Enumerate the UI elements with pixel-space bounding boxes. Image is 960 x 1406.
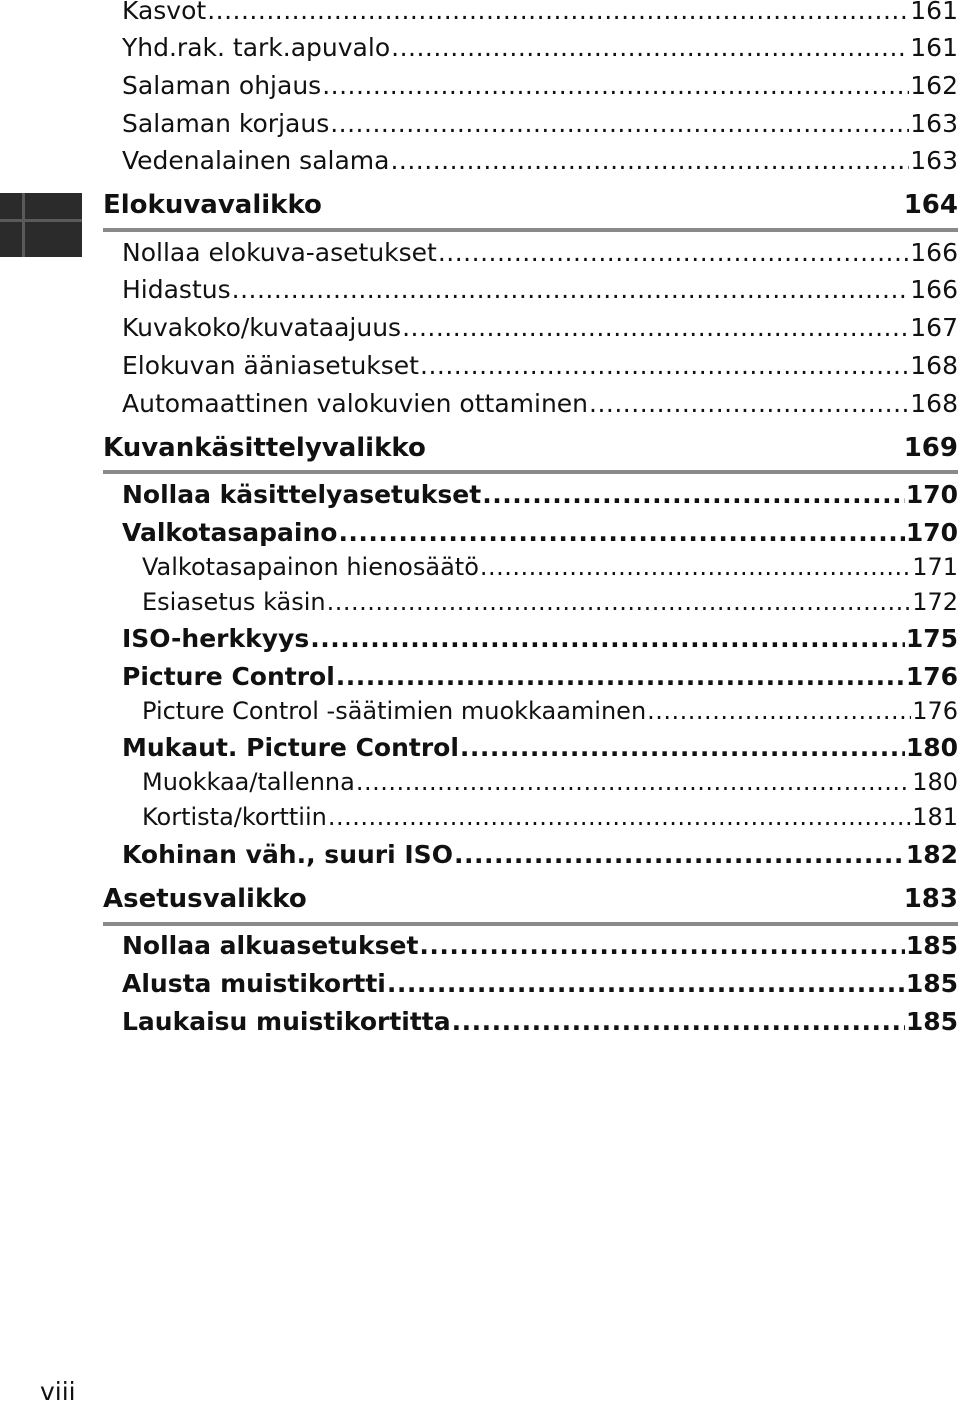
toc-entry[interactable] bbox=[122, 351, 958, 380]
section-page: 169 bbox=[903, 433, 958, 463]
toc-entry[interactable] bbox=[122, 0, 958, 25]
leader-dots bbox=[482, 480, 905, 509]
entry-label: Alusta muistikortti bbox=[122, 969, 386, 998]
entry-label: Laukaisu muistikortitta bbox=[122, 1007, 451, 1036]
toc-subentry[interactable] bbox=[142, 697, 958, 725]
leader-dots bbox=[310, 624, 905, 653]
entry-page: 175 bbox=[905, 624, 958, 653]
toc-entry[interactable] bbox=[122, 733, 958, 762]
entry-page: 166 bbox=[910, 238, 958, 267]
toc-entry[interactable] bbox=[122, 275, 958, 304]
leader-dots bbox=[207, 0, 909, 25]
leader-dots bbox=[454, 840, 905, 869]
leader-dots bbox=[328, 803, 911, 831]
chapter-tab-marker bbox=[0, 193, 82, 257]
toc-subentry[interactable] bbox=[142, 768, 958, 796]
toc-entry[interactable] bbox=[122, 840, 958, 869]
section-heading-asetusvalikko[interactable] bbox=[103, 884, 958, 914]
leader-dots bbox=[460, 733, 905, 762]
toc-entry[interactable] bbox=[122, 518, 958, 547]
leader-dots bbox=[327, 588, 912, 616]
leader-dots bbox=[330, 109, 909, 138]
entry-label: Kasvot bbox=[122, 0, 207, 25]
leader-dots bbox=[438, 238, 909, 267]
leader-dots bbox=[589, 389, 909, 418]
entry-page: 171 bbox=[912, 553, 958, 581]
section-rule bbox=[103, 470, 958, 474]
toc-entry[interactable] bbox=[122, 109, 958, 138]
toc-entry[interactable] bbox=[122, 1007, 958, 1036]
leader-dots bbox=[452, 1007, 905, 1036]
entry-label: Automaattinen valokuvien ottaminen bbox=[122, 389, 589, 418]
entry-label: Nollaa elokuva-asetukset bbox=[122, 238, 437, 267]
entry-page: 185 bbox=[905, 969, 958, 998]
leader-dots bbox=[419, 931, 904, 960]
entry-page: 181 bbox=[912, 803, 958, 831]
entry-page: 185 bbox=[905, 931, 958, 960]
entry-page: 168 bbox=[910, 389, 958, 418]
entry-page: 163 bbox=[910, 109, 958, 138]
leader-dots bbox=[390, 146, 909, 175]
entry-page: 167 bbox=[910, 313, 958, 342]
toc-entry[interactable] bbox=[122, 33, 958, 62]
section-rule bbox=[103, 228, 958, 232]
toc-entry[interactable] bbox=[122, 313, 958, 342]
entry-page: 170 bbox=[905, 480, 958, 509]
toc-entry[interactable] bbox=[122, 624, 958, 653]
entry-page: 162 bbox=[910, 71, 958, 100]
section-title: Asetusvalikko bbox=[103, 884, 307, 914]
toc-entry[interactable] bbox=[122, 480, 958, 509]
entry-page: 166 bbox=[910, 275, 958, 304]
toc-subentry[interactable] bbox=[142, 803, 958, 831]
entry-label: Esiasetus käsin bbox=[142, 588, 326, 616]
entry-label: Mukaut. Picture Control bbox=[122, 733, 459, 762]
entry-label: Kortista/korttiin bbox=[142, 803, 327, 831]
leader-dots bbox=[336, 662, 905, 691]
entry-page: 176 bbox=[912, 697, 958, 725]
leader-dots bbox=[322, 71, 909, 100]
toc-entry[interactable] bbox=[122, 931, 958, 960]
section-heading-elokuvavalikko[interactable] bbox=[103, 190, 958, 220]
entry-label: Hidastus bbox=[122, 275, 231, 304]
entry-page: 182 bbox=[905, 840, 958, 869]
entry-label: Picture Control bbox=[122, 662, 335, 691]
toc-subentry[interactable] bbox=[142, 553, 958, 581]
toc-subentry[interactable] bbox=[142, 588, 958, 616]
leader-dots bbox=[647, 697, 911, 725]
leader-dots bbox=[338, 518, 904, 547]
leader-dots bbox=[391, 33, 909, 62]
leader-dots bbox=[402, 313, 909, 342]
entry-label: Muokkaa/tallenna bbox=[142, 768, 355, 796]
entry-page: 176 bbox=[905, 662, 958, 691]
entry-label: ISO-herkkyys bbox=[122, 624, 310, 653]
entry-label: Salaman korjaus bbox=[122, 109, 330, 138]
toc-entry[interactable] bbox=[122, 146, 958, 175]
entry-label: Vedenalainen salama bbox=[122, 146, 390, 175]
entry-label: Valkotasapaino bbox=[122, 518, 338, 547]
entry-label: Picture Control -säätimien muokkaaminen bbox=[142, 697, 647, 725]
section-page: 183 bbox=[903, 884, 958, 914]
leader-dots bbox=[232, 275, 910, 304]
entry-label: Kohinan väh., suuri ISO bbox=[122, 840, 453, 869]
toc-entry[interactable] bbox=[122, 238, 958, 267]
entry-page: 163 bbox=[910, 146, 958, 175]
entry-label: Nollaa käsittelyasetukset bbox=[122, 480, 482, 509]
toc-entry[interactable] bbox=[122, 969, 958, 998]
entry-label: Elokuvan ääniasetukset bbox=[122, 351, 419, 380]
entry-label: Kuvakoko/kuvataajuus bbox=[122, 313, 402, 342]
leader-dots bbox=[420, 351, 909, 380]
leader-dots bbox=[387, 969, 905, 998]
entry-label: Salaman ohjaus bbox=[122, 71, 322, 100]
entry-page: 172 bbox=[912, 588, 958, 616]
tab-marker-line-v bbox=[22, 193, 25, 257]
entry-label: Valkotasapainon hienosäätö bbox=[142, 553, 479, 581]
entry-label: Yhd.rak. tark.apuvalo bbox=[122, 33, 391, 62]
entry-page: 161 bbox=[910, 33, 958, 62]
section-page: 164 bbox=[903, 190, 958, 220]
entry-page: 170 bbox=[905, 518, 958, 547]
section-heading-kuvankasittelyvalikko[interactable] bbox=[103, 433, 958, 463]
leader-dots bbox=[356, 768, 911, 796]
leader-dots bbox=[480, 553, 911, 581]
entry-page: 168 bbox=[910, 351, 958, 380]
toc-entry[interactable] bbox=[122, 389, 958, 418]
section-title: Elokuvavalikko bbox=[103, 190, 322, 220]
toc-entry[interactable] bbox=[122, 662, 958, 691]
page-number: viii bbox=[40, 1377, 76, 1406]
section-title: Kuvankäsittelyvalikko bbox=[103, 433, 426, 463]
entry-page: 185 bbox=[905, 1007, 958, 1036]
entry-page: 161 bbox=[910, 0, 958, 25]
entry-label: Nollaa alkuasetukset bbox=[122, 931, 419, 960]
entry-page: 180 bbox=[905, 733, 958, 762]
toc-entry[interactable] bbox=[122, 71, 958, 100]
section-rule bbox=[103, 922, 958, 926]
tab-marker-line-h bbox=[0, 219, 82, 222]
entry-page: 180 bbox=[912, 768, 958, 796]
